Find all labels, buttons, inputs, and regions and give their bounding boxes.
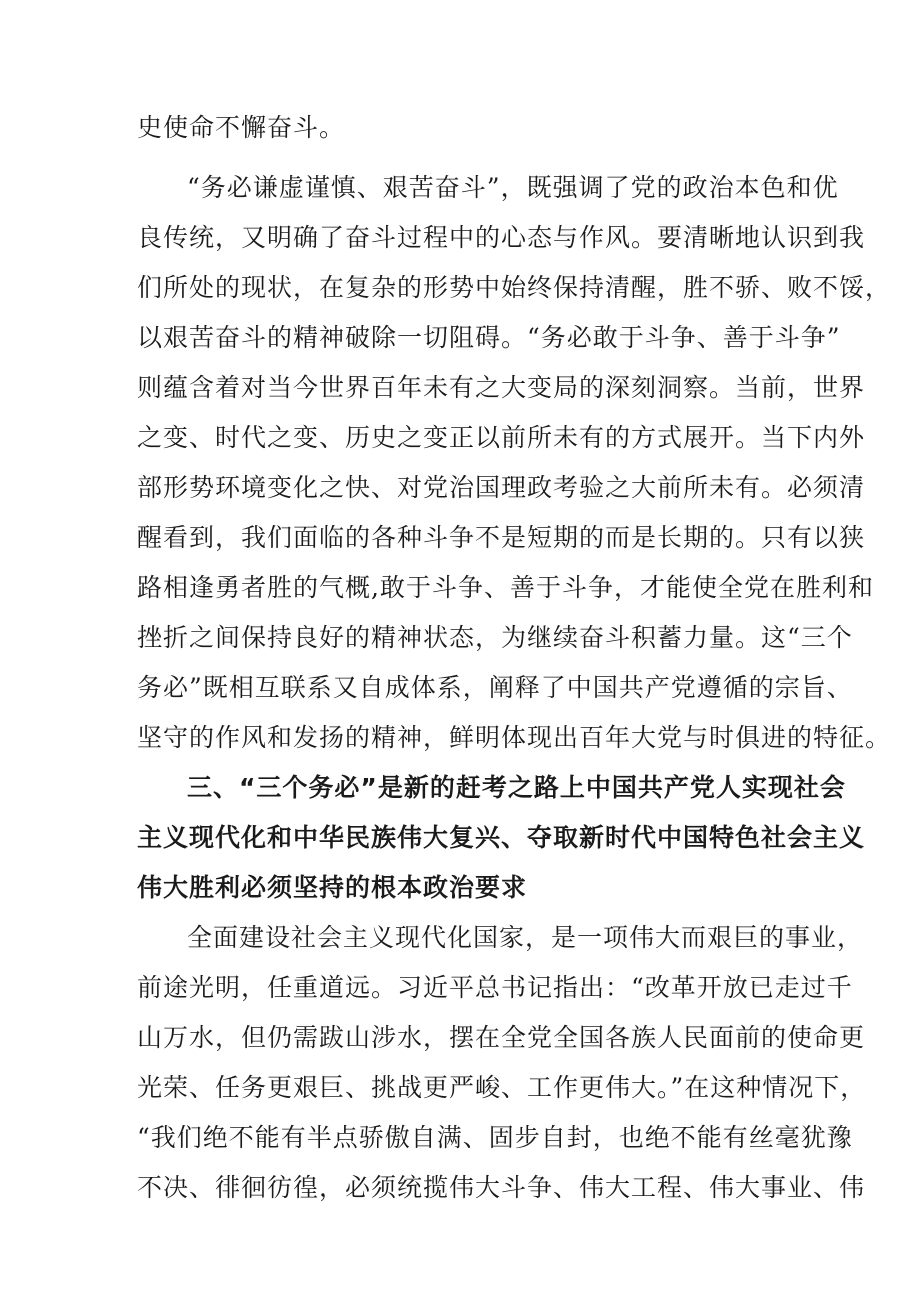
text-line: 则蕴含着对当今世界百年未有之大变局的深刻洞察。当前，世界 xyxy=(137,373,866,402)
text-line: 全面建设社会主义现代化国家，是一项伟大而艰巨的事业， xyxy=(187,923,864,952)
section-heading-line: 三、“三个务必”是新的赶考之路上中国共产党人实现社会 xyxy=(187,773,846,802)
text-line: 山万水，但仍需跋山涉水，摆在全党全国各族人民面前的使命更 xyxy=(137,1023,866,1052)
text-line: 坚守的作风和发扬的精神，鲜明体现出百年大党与时俱进的特征。 xyxy=(137,723,892,752)
text-line: 以艰苦奋斗的精神破除一切阻碍。“务必敢于斗争、善于斗争” xyxy=(137,323,841,352)
section-heading-line: 主义现代化和中华民族伟大复兴、夺取新时代中国特色社会主义 xyxy=(137,823,866,852)
text-line: 前途光明，任重道远。习近平总书记指出：“改革开放已走过千 xyxy=(137,973,853,1002)
text-line: 们所处的现状，在复杂的形势中始终保持清醒，胜不骄、败不馁， xyxy=(137,273,892,302)
text-line: 史使命不懈奋斗。 xyxy=(137,113,346,142)
text-line: 光荣、任务更艰巨、挑战更严峻、工作更伟大。”在这种情况下， xyxy=(137,1073,867,1102)
text-line: “务必谦虚谨慎、艰苦奋斗”，既强调了党的政治本色和优 xyxy=(187,173,839,202)
text-line: 务必”既相互联系又自成体系，阐释了中国共产党遵循的宗旨、 xyxy=(137,673,853,702)
text-line: 挫折之间保持良好的精神状态，为继续奋斗积蓄力量。这“三个 xyxy=(137,623,853,652)
text-line: 路相逢勇者胜的气概,敢于斗争、善于斗争，才能使全党在胜利和 xyxy=(137,573,874,602)
text-line: 部形势环境变化之快、对党治国理政考验之大前所未有。必须清 xyxy=(137,473,866,502)
text-line: 之变、时代之变、历史之变正以前所未有的方式展开。当下内外 xyxy=(137,423,866,452)
text-line: “我们绝不能有半点骄傲自满、固步自封，也绝不能有丝毫犹豫 xyxy=(137,1123,853,1152)
text-line: 良传统，又明确了奋斗过程中的心态与作风。要清晰地认识到我 xyxy=(137,223,866,252)
section-heading-line: 伟大胜利必须坚持的根本政治要求 xyxy=(137,873,528,902)
text-line: 不决、徘徊彷徨，必须统揽伟大斗争、伟大工程、伟大事业、伟 xyxy=(137,1173,866,1202)
text-line: 醒看到，我们面临的各种斗争不是短期的而是长期的。只有以狭 xyxy=(137,523,866,552)
